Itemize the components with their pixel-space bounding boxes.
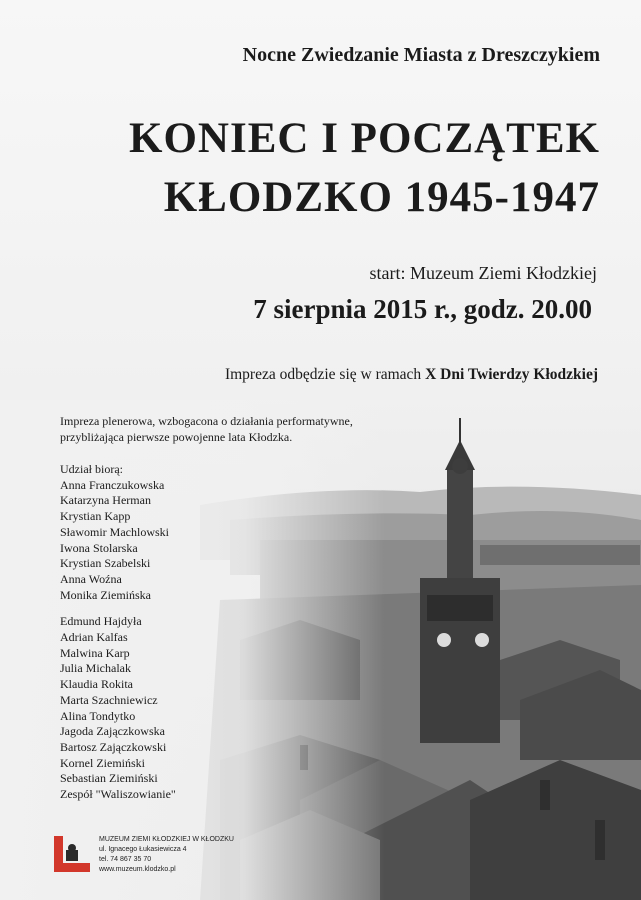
participant-name: Anna Woźna (60, 571, 122, 586)
participant-name: Julia Michalak (60, 661, 131, 676)
museum-website[interactable]: www.muzeum.klodzko.pl (99, 866, 176, 873)
participant-name: Krystian Kapp (60, 509, 131, 524)
museum-address: ul. Ignacego Łukasiewicza 4 (99, 846, 187, 853)
event-subtitle: Nocne Zwiedzanie Miasta z Dreszczykiem (242, 44, 600, 66)
participant-name: Sebastian Ziemiński (60, 771, 158, 786)
title-line-1: KONIEC I POCZĄTEK (129, 115, 600, 162)
event-description (60, 413, 420, 445)
participant-name: Marta Szachniewicz (60, 692, 158, 707)
title-line-2: KŁODZKO 1945-1947 (163, 174, 600, 221)
description-line: przybliżająca pierwsze powojenne lata Kłodzka. (60, 430, 293, 444)
participant-name: Jagoda Zajączkowska (60, 724, 165, 739)
participant-name: Alina Tondytko (60, 708, 136, 723)
list-spacer (60, 603, 280, 614)
participants-heading: Udział biorą: (60, 462, 123, 476)
participants-group-2 (60, 614, 280, 802)
museum-name: MUZEUM ZIEMI KŁODZKIEJ W KŁODZKU (99, 836, 234, 843)
participant-name: Zespół "Waliszowianie" (60, 787, 176, 802)
museum-phone: tel. 74 867 35 70 (99, 856, 152, 863)
event-context (0, 366, 598, 384)
museum-logo-icon (54, 836, 90, 872)
participants (60, 462, 280, 803)
participant-name: Sławomir Machlowski (60, 524, 169, 539)
description-line: Impreza plenerowa, wzbogacona o działania performatywne, (60, 414, 353, 428)
participant-name: Edmund Hajdyła (60, 614, 142, 629)
event-context-highlight: X Dni Twierdzy Kłodzkiej (425, 366, 598, 383)
start-location: start: Muzeum Ziemi Kłodzkiej (369, 263, 597, 283)
participant-name: Adrian Kalfas (60, 630, 128, 645)
participant-name: Klaudia Rokita (60, 677, 133, 692)
event-context-prefix: Impreza odbędzie się w ramach (224, 366, 426, 383)
participant-name: Krystian Szabelski (60, 556, 151, 571)
participant-name: Malwina Karp (60, 645, 130, 660)
participant-name: Iwona Stolarska (60, 540, 138, 555)
participant-name: Katarzyna Herman (60, 493, 151, 508)
participant-name: Monika Ziemińska (60, 587, 151, 602)
participant-name: Anna Franczukowska (60, 477, 165, 492)
museum-info (99, 835, 234, 875)
event-date: 7 sierpnia 2015 r., godz. 20.00 (253, 294, 592, 324)
participant-name: Bartosz Zajączkowski (60, 739, 167, 754)
participant-name: Kornel Ziemiński (60, 755, 145, 770)
participants-group-1 (60, 478, 280, 604)
